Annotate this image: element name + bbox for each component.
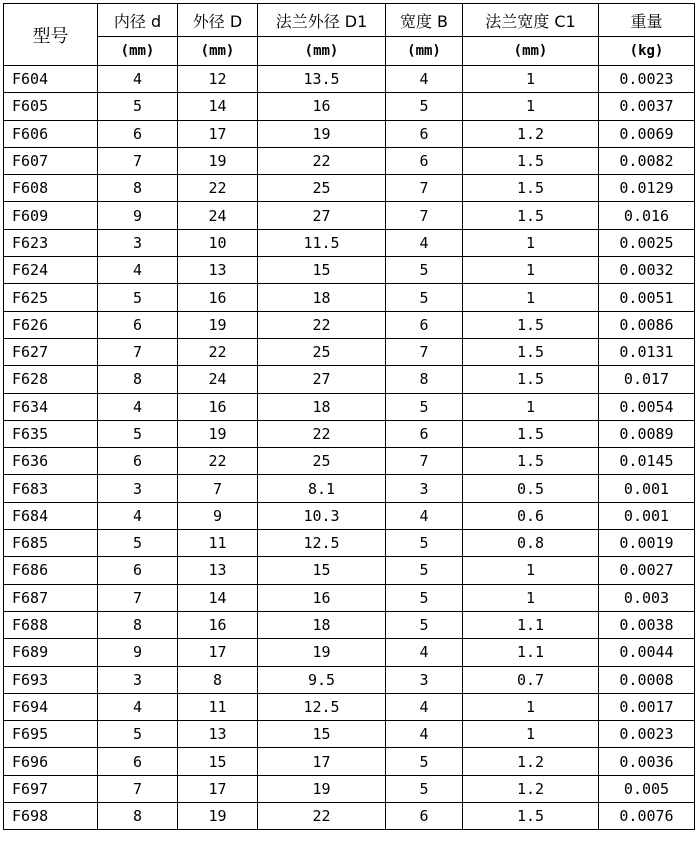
cell-outer-diameter: 9 — [178, 502, 258, 529]
table-row — [4, 229, 695, 256]
cell-model: F635 — [4, 420, 98, 447]
cell-model: F624 — [4, 257, 98, 284]
table-row — [4, 202, 695, 229]
cell-inner-diameter: 4 — [98, 502, 178, 529]
cell-width: 3 — [386, 666, 463, 693]
cell-weight: 0.0019 — [599, 530, 695, 557]
cell-model: F627 — [4, 338, 98, 365]
cell-weight: 0.0145 — [599, 448, 695, 475]
cell-flange-outer-diameter: 13.5 — [258, 66, 386, 93]
cell-inner-diameter: 4 — [98, 257, 178, 284]
cell-inner-diameter: 6 — [98, 748, 178, 775]
cell-flange-width: 1 — [463, 284, 599, 311]
table-body — [4, 66, 695, 830]
table-row — [4, 284, 695, 311]
cell-weight: 0.001 — [599, 475, 695, 502]
cell-inner-diameter: 4 — [98, 693, 178, 720]
cell-width: 5 — [386, 257, 463, 284]
cell-outer-diameter: 22 — [178, 338, 258, 365]
cell-width: 5 — [386, 284, 463, 311]
cell-inner-diameter: 5 — [98, 530, 178, 557]
cell-inner-diameter: 6 — [98, 311, 178, 338]
table-row — [4, 721, 695, 748]
cell-outer-diameter: 13 — [178, 257, 258, 284]
cell-outer-diameter: 17 — [178, 775, 258, 802]
header-weight: 重量 — [599, 4, 695, 37]
cell-weight: 0.001 — [599, 502, 695, 529]
cell-inner-diameter: 4 — [98, 393, 178, 420]
header-unit-row — [4, 37, 695, 66]
cell-weight: 0.0038 — [599, 611, 695, 638]
cell-weight: 0.0025 — [599, 229, 695, 256]
bearing-spec-sheet — [3, 3, 695, 830]
cell-outer-diameter: 19 — [178, 420, 258, 447]
table-row — [4, 502, 695, 529]
cell-width: 5 — [386, 557, 463, 584]
cell-model: F625 — [4, 284, 98, 311]
cell-weight: 0.017 — [599, 366, 695, 393]
cell-model: F628 — [4, 366, 98, 393]
cell-width: 4 — [386, 229, 463, 256]
cell-weight: 0.0008 — [599, 666, 695, 693]
cell-inner-diameter: 6 — [98, 120, 178, 147]
cell-flange-width: 0.5 — [463, 475, 599, 502]
cell-inner-diameter: 6 — [98, 557, 178, 584]
cell-flange-outer-diameter: 25 — [258, 448, 386, 475]
table-row — [4, 748, 695, 775]
cell-outer-diameter: 24 — [178, 202, 258, 229]
cell-flange-width: 1 — [463, 693, 599, 720]
cell-model: F626 — [4, 311, 98, 338]
cell-width: 7 — [386, 175, 463, 202]
cell-model: F607 — [4, 147, 98, 174]
cell-width: 6 — [386, 311, 463, 338]
cell-flange-outer-diameter: 25 — [258, 175, 386, 202]
cell-inner-diameter: 5 — [98, 420, 178, 447]
cell-flange-width: 1 — [463, 721, 599, 748]
cell-outer-diameter: 19 — [178, 311, 258, 338]
table-row — [4, 775, 695, 802]
cell-width: 4 — [386, 66, 463, 93]
table-row — [4, 147, 695, 174]
cell-inner-diameter: 6 — [98, 448, 178, 475]
cell-flange-outer-diameter: 22 — [258, 803, 386, 830]
cell-width: 5 — [386, 93, 463, 120]
cell-flange-width: 1.2 — [463, 120, 599, 147]
cell-inner-diameter: 3 — [98, 666, 178, 693]
unit-flange-width: (mm) — [463, 37, 599, 66]
table-row — [4, 175, 695, 202]
cell-outer-diameter: 8 — [178, 666, 258, 693]
unit-outer-diameter: (mm) — [178, 37, 258, 66]
table-row — [4, 639, 695, 666]
table-row — [4, 257, 695, 284]
cell-outer-diameter: 19 — [178, 147, 258, 174]
cell-model: F695 — [4, 721, 98, 748]
cell-outer-diameter: 10 — [178, 229, 258, 256]
cell-width: 5 — [386, 611, 463, 638]
cell-outer-diameter: 14 — [178, 93, 258, 120]
cell-width: 7 — [386, 338, 463, 365]
cell-outer-diameter: 17 — [178, 120, 258, 147]
header-outer-diameter: 外径 D — [178, 4, 258, 37]
cell-flange-outer-diameter: 22 — [258, 147, 386, 174]
cell-outer-diameter: 12 — [178, 66, 258, 93]
cell-model: F698 — [4, 803, 98, 830]
cell-outer-diameter: 16 — [178, 611, 258, 638]
header-width: 宽度 B — [386, 4, 463, 37]
cell-flange-width: 1.5 — [463, 311, 599, 338]
table-row — [4, 666, 695, 693]
cell-inner-diameter: 8 — [98, 175, 178, 202]
table-row — [4, 611, 695, 638]
cell-flange-outer-diameter: 18 — [258, 611, 386, 638]
cell-width: 8 — [386, 366, 463, 393]
cell-weight: 0.003 — [599, 584, 695, 611]
cell-flange-width: 1.2 — [463, 748, 599, 775]
cell-width: 4 — [386, 639, 463, 666]
cell-inner-diameter: 7 — [98, 147, 178, 174]
cell-width: 4 — [386, 693, 463, 720]
cell-inner-diameter: 7 — [98, 584, 178, 611]
table-row — [4, 530, 695, 557]
cell-model: F687 — [4, 584, 98, 611]
cell-flange-outer-diameter: 18 — [258, 284, 386, 311]
cell-weight: 0.0017 — [599, 693, 695, 720]
cell-width: 6 — [386, 803, 463, 830]
cell-outer-diameter: 15 — [178, 748, 258, 775]
cell-weight: 0.0069 — [599, 120, 695, 147]
cell-flange-outer-diameter: 19 — [258, 639, 386, 666]
cell-flange-width: 1.5 — [463, 803, 599, 830]
table-row — [4, 338, 695, 365]
cell-weight: 0.0023 — [599, 721, 695, 748]
cell-model: F696 — [4, 748, 98, 775]
header-model: 型号 — [4, 4, 98, 66]
cell-width: 6 — [386, 147, 463, 174]
cell-weight: 0.0036 — [599, 748, 695, 775]
header-flange-width: 法兰宽度 C1 — [463, 4, 599, 37]
cell-flange-width: 1.5 — [463, 338, 599, 365]
cell-weight: 0.0131 — [599, 338, 695, 365]
cell-model: F604 — [4, 66, 98, 93]
cell-flange-outer-diameter: 25 — [258, 338, 386, 365]
cell-width: 5 — [386, 530, 463, 557]
cell-weight: 0.0037 — [599, 93, 695, 120]
cell-flange-outer-diameter: 10.3 — [258, 502, 386, 529]
cell-flange-outer-diameter: 27 — [258, 366, 386, 393]
table-row — [4, 448, 695, 475]
cell-weight: 0.0032 — [599, 257, 695, 284]
table-row — [4, 557, 695, 584]
table-row — [4, 693, 695, 720]
cell-inner-diameter: 7 — [98, 775, 178, 802]
cell-weight: 0.0086 — [599, 311, 695, 338]
cell-model: F685 — [4, 530, 98, 557]
cell-weight: 0.0082 — [599, 147, 695, 174]
cell-outer-diameter: 14 — [178, 584, 258, 611]
cell-model: F634 — [4, 393, 98, 420]
header-inner-diameter: 内径 d — [98, 4, 178, 37]
cell-outer-diameter: 11 — [178, 530, 258, 557]
cell-flange-width: 0.8 — [463, 530, 599, 557]
cell-flange-outer-diameter: 19 — [258, 775, 386, 802]
cell-flange-width: 1 — [463, 93, 599, 120]
cell-weight: 0.0076 — [599, 803, 695, 830]
header-flange-outer-diameter: 法兰外径 D1 — [258, 4, 386, 37]
cell-flange-width: 1.5 — [463, 202, 599, 229]
unit-weight: (kg) — [599, 37, 695, 66]
table-header — [4, 4, 695, 66]
cell-flange-outer-diameter: 15 — [258, 257, 386, 284]
cell-weight: 0.0054 — [599, 393, 695, 420]
cell-flange-width: 1 — [463, 584, 599, 611]
table-row — [4, 366, 695, 393]
cell-flange-width: 1 — [463, 557, 599, 584]
cell-outer-diameter: 22 — [178, 175, 258, 202]
cell-outer-diameter: 13 — [178, 557, 258, 584]
cell-width: 3 — [386, 475, 463, 502]
cell-inner-diameter: 9 — [98, 202, 178, 229]
cell-flange-width: 1.5 — [463, 420, 599, 447]
cell-flange-outer-diameter: 11.5 — [258, 229, 386, 256]
cell-weight: 0.0027 — [599, 557, 695, 584]
cell-model: F606 — [4, 120, 98, 147]
cell-model: F688 — [4, 611, 98, 638]
cell-width: 5 — [386, 748, 463, 775]
cell-flange-outer-diameter: 8.1 — [258, 475, 386, 502]
cell-inner-diameter: 4 — [98, 66, 178, 93]
cell-weight: 0.0129 — [599, 175, 695, 202]
cell-flange-outer-diameter: 27 — [258, 202, 386, 229]
cell-width: 5 — [386, 584, 463, 611]
cell-inner-diameter: 7 — [98, 338, 178, 365]
cell-outer-diameter: 16 — [178, 393, 258, 420]
table-row — [4, 420, 695, 447]
cell-model: F689 — [4, 639, 98, 666]
cell-flange-outer-diameter: 19 — [258, 120, 386, 147]
cell-width: 4 — [386, 502, 463, 529]
table-row — [4, 120, 695, 147]
cell-width: 7 — [386, 202, 463, 229]
table-row — [4, 66, 695, 93]
cell-outer-diameter: 19 — [178, 803, 258, 830]
cell-width: 4 — [386, 721, 463, 748]
cell-weight: 0.0051 — [599, 284, 695, 311]
table-row — [4, 93, 695, 120]
cell-flange-outer-diameter: 9.5 — [258, 666, 386, 693]
header-label-row — [4, 4, 695, 37]
cell-flange-width: 1 — [463, 393, 599, 420]
cell-width: 5 — [386, 393, 463, 420]
table-row — [4, 311, 695, 338]
cell-model: F636 — [4, 448, 98, 475]
cell-model: F684 — [4, 502, 98, 529]
cell-model: F609 — [4, 202, 98, 229]
cell-weight: 0.0044 — [599, 639, 695, 666]
cell-inner-diameter: 3 — [98, 475, 178, 502]
cell-weight: 0.005 — [599, 775, 695, 802]
cell-model: F686 — [4, 557, 98, 584]
cell-flange-width: 1 — [463, 229, 599, 256]
cell-inner-diameter: 8 — [98, 611, 178, 638]
cell-width: 6 — [386, 420, 463, 447]
cell-width: 7 — [386, 448, 463, 475]
cell-flange-outer-diameter: 22 — [258, 420, 386, 447]
cell-outer-diameter: 11 — [178, 693, 258, 720]
cell-inner-diameter: 5 — [98, 93, 178, 120]
cell-outer-diameter: 16 — [178, 284, 258, 311]
cell-flange-outer-diameter: 12.5 — [258, 530, 386, 557]
cell-weight: 0.0089 — [599, 420, 695, 447]
cell-width: 6 — [386, 120, 463, 147]
cell-weight: 0.0023 — [599, 66, 695, 93]
cell-model: F697 — [4, 775, 98, 802]
cell-inner-diameter: 9 — [98, 639, 178, 666]
table-row — [4, 475, 695, 502]
cell-flange-width: 0.7 — [463, 666, 599, 693]
cell-flange-width: 1.5 — [463, 448, 599, 475]
cell-flange-outer-diameter: 16 — [258, 584, 386, 611]
cell-model: F693 — [4, 666, 98, 693]
cell-flange-width: 1 — [463, 257, 599, 284]
unit-width: (mm) — [386, 37, 463, 66]
cell-model: F683 — [4, 475, 98, 502]
cell-model: F608 — [4, 175, 98, 202]
cell-outer-diameter: 7 — [178, 475, 258, 502]
cell-inner-diameter: 8 — [98, 366, 178, 393]
cell-flange-width: 1.2 — [463, 775, 599, 802]
cell-flange-outer-diameter: 15 — [258, 721, 386, 748]
cell-flange-width: 1 — [463, 66, 599, 93]
cell-inner-diameter: 5 — [98, 284, 178, 311]
unit-inner-diameter: (mm) — [98, 37, 178, 66]
cell-weight: 0.016 — [599, 202, 695, 229]
cell-flange-outer-diameter: 22 — [258, 311, 386, 338]
cell-flange-outer-diameter: 18 — [258, 393, 386, 420]
cell-model: F623 — [4, 229, 98, 256]
cell-model: F605 — [4, 93, 98, 120]
cell-flange-width: 0.6 — [463, 502, 599, 529]
cell-flange-width: 1.1 — [463, 611, 599, 638]
cell-flange-outer-diameter: 17 — [258, 748, 386, 775]
cell-outer-diameter: 22 — [178, 448, 258, 475]
cell-inner-diameter: 5 — [98, 721, 178, 748]
cell-outer-diameter: 24 — [178, 366, 258, 393]
cell-flange-outer-diameter: 15 — [258, 557, 386, 584]
cell-inner-diameter: 8 — [98, 803, 178, 830]
cell-flange-width: 1.5 — [463, 366, 599, 393]
cell-model: F694 — [4, 693, 98, 720]
cell-width: 5 — [386, 775, 463, 802]
table-row — [4, 803, 695, 830]
cell-flange-outer-diameter: 16 — [258, 93, 386, 120]
cell-outer-diameter: 17 — [178, 639, 258, 666]
bearing-spec-table — [3, 3, 695, 830]
cell-inner-diameter: 3 — [98, 229, 178, 256]
cell-flange-width: 1.1 — [463, 639, 599, 666]
table-row — [4, 584, 695, 611]
cell-flange-width: 1.5 — [463, 147, 599, 174]
cell-outer-diameter: 13 — [178, 721, 258, 748]
cell-flange-width: 1.5 — [463, 175, 599, 202]
unit-flange-outer-diameter: (mm) — [258, 37, 386, 66]
table-row — [4, 393, 695, 420]
cell-flange-outer-diameter: 12.5 — [258, 693, 386, 720]
